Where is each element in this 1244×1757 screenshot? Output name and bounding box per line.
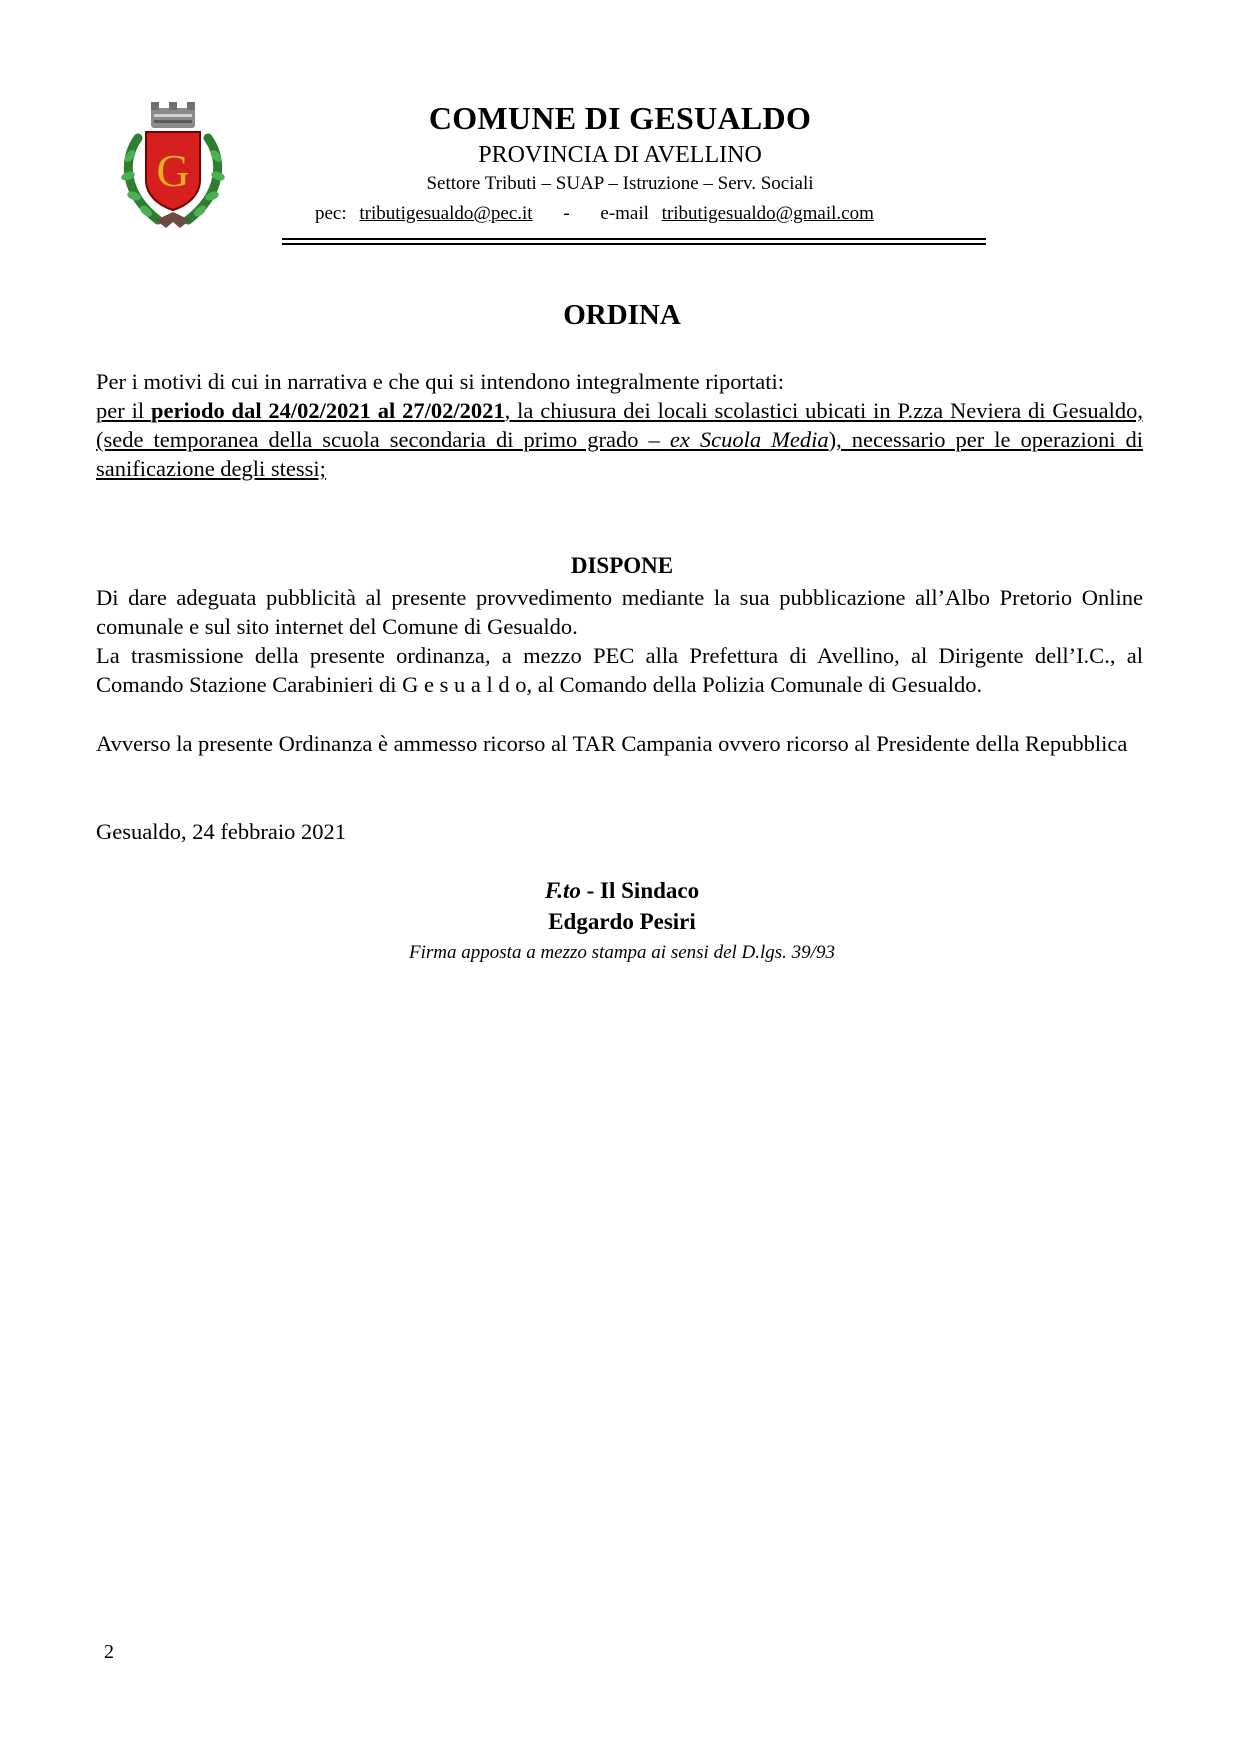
ordina-intro: Per i motivi di cui in narrativa e che qui si intendono integralmente riportati: [96, 369, 784, 394]
date-line: Gesualdo, 24 febbraio 2021 [96, 819, 346, 844]
ordina-heading: ORDINA [563, 299, 681, 331]
pec-label: pec: [315, 203, 347, 224]
dispone-transmission: La trasmissione della presente ordinanza, a mezzo PEC alla Prefettura di Avellino, al Dirigente dell’I.C., al Comando Stazione Carabinieri di G e s u a l d o, al Comando della Polizia Comunale di Gesualdo. [96, 643, 1143, 697]
sector-list: Settore Tributi – SUAP – Istruzione – Serv. Sociali [426, 173, 814, 194]
svg-text:G: G [156, 145, 190, 196]
header-divider-double [282, 243, 986, 245]
order-suffix: ), necessario per le operazioni di sanificazione degli stessi; [96, 427, 1143, 481]
pec-link[interactable]: tributigesualdo@pec.it [359, 203, 533, 224]
municipal-crest-icon [118, 98, 228, 232]
signature-fto: F.to [544, 878, 581, 903]
email-label: e-mail [600, 203, 649, 224]
signature-title: - Il Sindaco [580, 878, 700, 903]
ordina-order-text [96, 396, 1143, 483]
contact-separator: - [563, 203, 570, 224]
page-number: 2 [104, 1641, 114, 1663]
province-name: PROVINCIA DI AVELLINO [478, 142, 762, 168]
contact-line [315, 203, 874, 225]
signature-role [0, 878, 1244, 904]
signature-name: Edgardo Pesiri [548, 909, 696, 934]
order-body: , la chiusura dei locali scolastici ubicati in P.zza Neviera di Gesualdo, (sede temporanea della scuola secondaria di primo grado – [96, 398, 1143, 452]
order-school-name: ex Scuola Media [669, 427, 829, 452]
dispone-heading: DISPONE [570, 553, 674, 578]
order-period: periodo dal 24/02/2021 al 27/02/2021 [150, 398, 505, 423]
header-divider [282, 238, 986, 240]
municipality-title: COMUNE DI GESUALDO [428, 100, 812, 136]
order-prefix: per il [96, 398, 151, 423]
dispone-appeal: Avverso la presente Ordinanza è ammesso ricorso al TAR Campania ovvero ricorso al Presidente della Repubblica [96, 731, 1128, 756]
email-link[interactable]: tributigesualdo@gmail.com [661, 203, 874, 224]
signature-note: Firma apposta a mezzo stampa ai sensi del D.lgs. 39/93 [409, 942, 835, 963]
dispone-publication: Di dare adeguata pubblicità al presente provvedimento mediante la sua pubblicazione all’Albo Pretorio Online comunale e sul sito internet del Comune di Gesualdo. [96, 585, 1143, 639]
